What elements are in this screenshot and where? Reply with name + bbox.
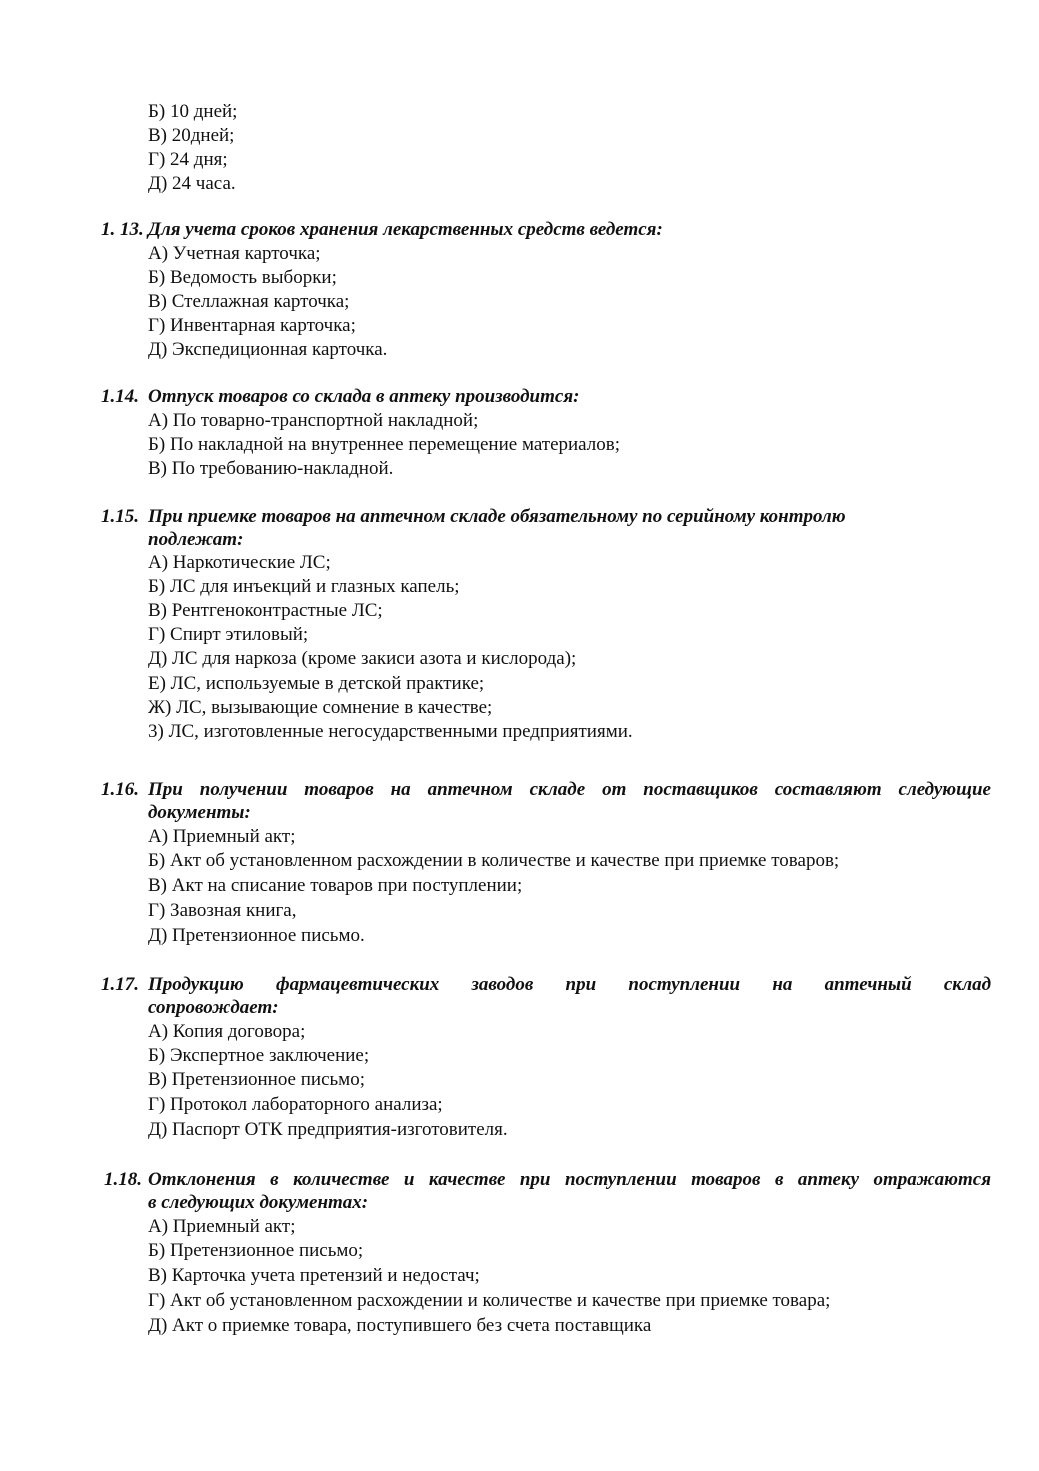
question-text: При приемке товаров на аптечном складе обязательному по серийному контролю: [148, 506, 846, 527]
option: В) 20дней;: [148, 125, 235, 146]
option: В) Претензионное письмо;: [148, 1069, 365, 1090]
option: А) По товарно-транспортной накладной;: [148, 410, 479, 431]
question-number: 1.15.: [101, 506, 139, 527]
question-text: При получении товаров на аптечном складе от поставщиков составляют следующие: [148, 779, 991, 800]
option: Б) 10 дней;: [148, 101, 238, 122]
question-text: документы:: [148, 802, 251, 823]
option: Б) Претензионное письмо;: [148, 1240, 364, 1261]
option: Б) Экспертное заключение;: [148, 1045, 370, 1066]
question-text: Отпуск товаров со склада в аптеку производится:: [148, 386, 580, 407]
option: А) Копия договора;: [148, 1021, 306, 1042]
option: Б) ЛС для инъекций и глазных капель;: [148, 576, 460, 597]
question-number: 1.16.: [101, 779, 139, 800]
question-number: 1.18.: [104, 1169, 142, 1190]
question-text: Продукцию фармацевтических заводов при поступлении на аптечный склад: [148, 974, 991, 995]
option: Д) Акт о приемке товара, поступившего без счета поставщика: [148, 1315, 652, 1336]
option: В) Акт на списание товаров при поступлении;: [148, 875, 523, 896]
option: Д) Претензионное письмо.: [148, 925, 365, 946]
option: В) По требованию-накладной.: [148, 458, 394, 479]
question-number: 1. 13.: [101, 219, 144, 240]
option: 3) ЛС, изготовленные негосударственными предприятиями.: [148, 721, 633, 742]
option: В) Стеллажная карточка;: [148, 291, 350, 312]
question-text: подлежат:: [148, 529, 244, 550]
option: В) Карточка учета претензий и недостач;: [148, 1265, 480, 1286]
option: А) Учетная карточка;: [148, 243, 321, 264]
option: Ж) ЛС, вызывающие сомнение в качестве;: [148, 697, 493, 718]
option: Е) ЛС, используемые в детской практике;: [148, 673, 485, 694]
option: Г) Акт об установленном расхождении и количестве и качестве при приемке товара;: [148, 1290, 831, 1311]
option: А) Приемный акт;: [148, 1216, 296, 1237]
option: А) Приемный акт;: [148, 826, 296, 847]
question-text: сопровождает:: [148, 997, 279, 1018]
question-number: 1.17.: [101, 974, 139, 995]
option: В) Рентгеноконтрастные ЛС;: [148, 600, 383, 621]
option: Г) 24 дня;: [148, 149, 228, 170]
option: Д) Экспедиционная карточка.: [148, 339, 388, 360]
option: Г) Инвентарная карточка;: [148, 315, 356, 336]
question-text: в следующих документах:: [148, 1192, 369, 1213]
option: Г) Завозная книга,: [148, 900, 297, 921]
option: Д) 24 часа.: [148, 173, 236, 194]
option: Д) ЛС для наркоза (кроме закиси азота и кислорода);: [148, 648, 577, 669]
question-text: Для учета сроков хранения лекарственных средств ведется:: [148, 219, 663, 240]
question-text: Отклонения в количестве и качестве при поступлении товаров в аптеку отражаются: [148, 1169, 991, 1190]
option: Г) Протокол лабораторного анализа;: [148, 1094, 443, 1115]
option: Б) Акт об установленном расхождении в количестве и качестве при приемке товаров;: [148, 850, 840, 871]
option: Г) Спирт этиловый;: [148, 624, 309, 645]
option: Б) По накладной на внутреннее перемещение материалов;: [148, 434, 621, 455]
option: Б) Ведомость выборки;: [148, 267, 337, 288]
option: А) Наркотические ЛС;: [148, 552, 331, 573]
option: Д) Паспорт ОТК предприятия-изготовителя.: [148, 1119, 508, 1140]
question-number: 1.14.: [101, 386, 139, 407]
